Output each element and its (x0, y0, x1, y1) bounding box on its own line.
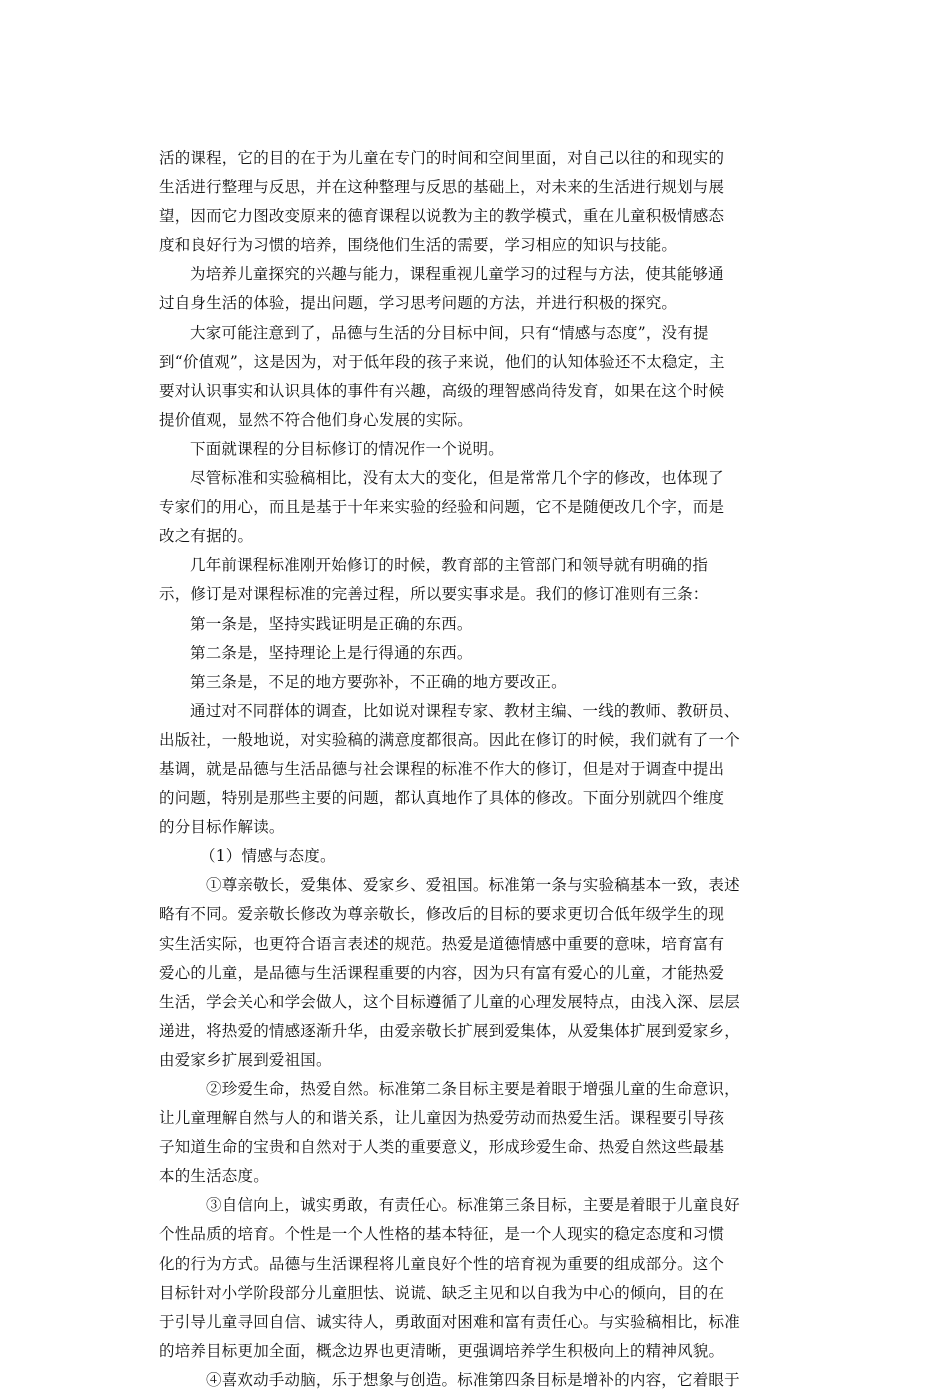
text-line: 度和良好行为习惯的培养，围绕他们生活的需要，学习相应的知识与技能。 (159, 236, 678, 255)
text-line: 由爱家乡扩展到爱祖国。 (159, 1050, 332, 1069)
text-line: 爱心的儿童，是品德与生活课程重要的内容，因为只有富有爱心的儿童，才能热爱 (159, 963, 725, 982)
text-line: 出版社，一般地说，对实验稿的满意度都很高。因此在修订的时候，我们就有了一个 (159, 730, 740, 749)
text-line: 实生活实际，也更符合语言表述的规范。热爱是道德情感中重要的意味，培育富有 (159, 934, 725, 953)
section-heading: （1）情感与态度。 (200, 847, 336, 866)
text-line: 过自身生活的体验，提出问题，学习思考问题的方法，并进行积极的探究。 (159, 294, 678, 313)
text-line: 目标针对小学阶段部分儿童胆怯、说谎、缺乏主见和以自我为中心的倾向，目的在 (159, 1283, 725, 1302)
text-line: 改之有据的。 (159, 527, 254, 546)
paragraph-start-line: ④喜欢动手动脑，乐于想象与创造。标准第四条目标是增补的内容，它着眼于 (206, 1370, 740, 1389)
paragraph-start-line: 几年前课程标准刚开始修订的时候，教育部的主管部门和领导就有明确的指 (190, 556, 709, 575)
text-line: 到“价值观”，这是因为，对于低年段的孩子来说，他们的认知体验还不太稳定，主 (159, 352, 725, 371)
document-page (159, 144, 795, 1395)
text-line: 示，修订是对课程标准的完善过程，所以要实事求是。我们的修订准则有三条： (159, 585, 709, 604)
text-line: 提价值观，显然不符合他们身心发展的实际。 (159, 410, 474, 429)
paragraph-start-line: 通过对不同群体的调查，比如说对课程专家、教材主编、一线的教师、教研员、 (190, 701, 740, 720)
text-line: 生活，学会关心和学会做人，这个目标遵循了儿童的心理发展特点，由浅入深、层层 (159, 992, 740, 1011)
rule-item-1: 第一条是，坚持实践证明是正确的东西。 (190, 614, 473, 633)
text-line: 专家们的用心，而且是基于十年来实验的经验和问题，它不是随便改几个字，而是 (159, 498, 725, 517)
paragraph-start-line: ②珍爱生命，热爱自然。标准第二条目标主要是着眼于增强儿童的生命意识， (206, 1080, 740, 1098)
paragraph-start-line: ③自信向上，诚实勇敢，有责任心。标准第三条目标，主要是着眼于儿童良好 (206, 1196, 740, 1215)
text-line: 个性品质的培育。个性是一个人性格的基本特征，是一个人现实的稳定态度和习惯 (159, 1225, 725, 1244)
text-line: 望，因而它力图改变原来的德育课程以说教为主的教学模式，重在儿童积极情感态 (159, 207, 725, 226)
text-line: 略有不同。爱亲敬长修改为尊亲敬长，修改后的目标的要求更切合低年级学生的现 (159, 905, 725, 924)
text-line: 的培养目标更加全面，概念边界也更清晰，更强调培养学生积极向上的精神风貌。 (159, 1341, 725, 1360)
rule-item-2: 第二条是，坚持理论上是行得通的东西。 (190, 643, 473, 662)
text-line: 递进，将热爱的情感逐渐升华，由爱亲敬长扩展到爱集体，从爱集体扩展到爱家乡， (159, 1021, 740, 1040)
rule-item-3: 第三条是，不足的地方要弥补，不正确的地方要改正。 (190, 672, 567, 691)
text-line: 让儿童理解自然与人的和谐关系，让儿童因为热爱劳动而热爱生活。课程要引导孩 (159, 1109, 725, 1128)
text-line: 于引导儿童寻回自信、诚实待人，勇敢面对困难和富有责任心。与实验稿相比，标准 (159, 1312, 740, 1331)
paragraph-start-line: 大家可能注意到了，品德与生活的分目标中间，只有“情感与态度”，没有提 (190, 323, 709, 342)
paragraph-start-line: 尽管标准和实验稿相比，没有太大的变化，但是常常几个字的修改，也体现了 (190, 469, 724, 488)
text-line: 活的课程，它的目的在于为儿童在专门的时间和空间里面，对自己以往的和现实的 (159, 149, 725, 167)
text-line: 要对认识事实和认识具体的事件有兴趣，高级的理智感尚待发育，如果在这个时候 (159, 381, 725, 400)
paragraph-start-line: 下面就课程的分目标修订的情况作一个说明。 (190, 439, 505, 458)
paragraph-start-line: 为培养儿童探究的兴趣与能力，课程重视儿童学习的过程与方法，使其能够通 (190, 265, 724, 284)
paragraph-start-line: ①尊亲敬长，爱集体、爱家乡、爱祖国。标准第一条与实验稿基本一致，表述 (206, 876, 740, 895)
text-line: 子知道生命的宝贵和自然对于人类的重要意义，形成珍爱生命、热爱自然这些最基 (159, 1138, 725, 1157)
text-line: 的问题，特别是那些主要的问题，都认真地作了具体的修改。下面分别就四个维度 (159, 789, 725, 808)
text-line: 的分目标作解读。 (159, 818, 285, 837)
text-line: 生活进行整理与反思，并在这种整理与反思的基础上，对未来的生活进行规划与展 (159, 178, 725, 197)
text-line: 化的行为方式。品德与生活课程将儿童良好个性的培育视为重要的组成部分。这个 (159, 1254, 725, 1273)
text-line: 本的生活态度。 (159, 1167, 269, 1186)
text-line: 基调，就是品德与生活品德与社会课程的标准不作大的修订，但是对于调查中提出 (159, 759, 725, 778)
